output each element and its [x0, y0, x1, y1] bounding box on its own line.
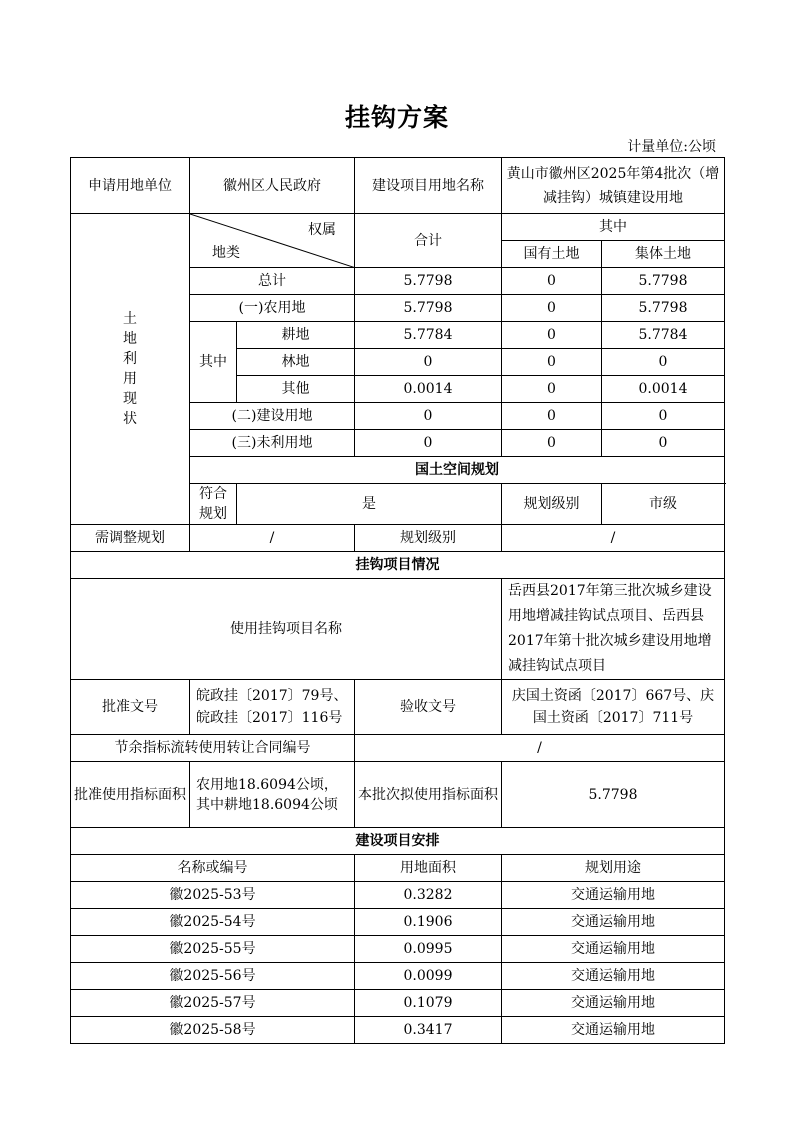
table-row [71, 990, 725, 1017]
cell-total: 0 [355, 349, 502, 376]
cell-use: 交通运输用地 [502, 963, 725, 990]
cell-name: 徽2025-54号 [71, 909, 355, 936]
header-row [71, 158, 725, 214]
applicant-label: 申请用地单位 [71, 158, 190, 214]
linked-section-title: 挂钩项目情况 [71, 552, 725, 579]
table-row [71, 963, 725, 990]
cell-collective: 0 [602, 430, 725, 457]
cell-state: 0 [502, 268, 602, 295]
table-row [71, 735, 725, 762]
conform-label: 符合规划 [190, 484, 237, 525]
cell-total: 5.7784 [355, 322, 502, 349]
table-row [71, 579, 725, 680]
cell-total: 5.7798 [355, 268, 502, 295]
contract-value: / [355, 735, 725, 762]
cell-state: 0 [502, 349, 602, 376]
cell-area: 0.1079 [355, 990, 502, 1017]
page-title: 挂钩方案 [344, 103, 449, 132]
cell-state: 0 [502, 430, 602, 457]
level-label: 规划级别 [502, 484, 602, 525]
row-label: 总计 [190, 268, 355, 295]
approved-index-value: 农用地18.6094公顷，其中耕地18.6094公顷 [190, 762, 355, 828]
contract-label: 节余指标流转使用转让合同编号 [71, 735, 355, 762]
cell-total: 5.7798 [355, 295, 502, 322]
cell-name: 徽2025-53号 [71, 882, 355, 909]
conform-value: 是 [237, 484, 502, 525]
table-row [71, 525, 725, 552]
diagonal-header-cell [190, 214, 355, 268]
unit-note: 计量单位:公顷 [627, 139, 716, 155]
section-row [71, 828, 725, 855]
approval-value: 皖政挂〔2017〕79号、皖政挂〔2017〕116号 [190, 680, 355, 735]
row-label: (三)未利用地 [190, 430, 355, 457]
cell-collective: 0.0014 [602, 376, 725, 403]
cell-state: 0 [502, 295, 602, 322]
table-row [71, 762, 725, 828]
land-status-header-row [71, 214, 725, 241]
approval-label: 批准文号 [71, 680, 190, 735]
cell-total: 0 [355, 430, 502, 457]
cell-area: 0.3282 [355, 882, 502, 909]
cell-collective: 5.7784 [602, 322, 725, 349]
this-batch-label: 本批次拟使用指标面积 [355, 762, 502, 828]
cell-name: 徽2025-57号 [71, 990, 355, 1017]
linked-project-name-value: 岳西县2017年第三批次城乡建设用地增减挂钩试点项目、岳西县2017年第十批次城乡建设用地增减挂钩试点项目 [502, 579, 725, 680]
adjust-value: / [190, 525, 355, 552]
land-status-label: 土 地 利 用 现 状 [71, 214, 190, 525]
cell-use: 交通运输用地 [502, 936, 725, 963]
cell-collective: 5.7798 [602, 295, 725, 322]
cell-collective: 0 [602, 403, 725, 430]
col-state-header: 国有土地 [502, 241, 602, 268]
cell-name: 徽2025-56号 [71, 963, 355, 990]
acceptance-value: 庆国土资函〔2017〕667号、庆国土资函〔2017〕711号 [502, 680, 725, 735]
construction-header-row [71, 855, 725, 882]
table-row [71, 909, 725, 936]
this-batch-value: 5.7798 [502, 762, 725, 828]
row-label: 林地 [237, 349, 355, 376]
col-collective-header: 集体土地 [602, 241, 725, 268]
linked-plan-table [70, 157, 725, 1044]
cell-use: 交通运输用地 [502, 882, 725, 909]
row-label: (一)农用地 [190, 295, 355, 322]
cell-area: 0.0995 [355, 936, 502, 963]
acceptance-label: 验收文号 [355, 680, 502, 735]
section-row [71, 552, 725, 579]
planning-section-title: 国土空间规划 [190, 457, 725, 484]
table-row [71, 1017, 725, 1044]
col-name-header: 名称或编号 [71, 855, 355, 882]
level-label-2: 规划级别 [355, 525, 502, 552]
cell-state: 0 [502, 322, 602, 349]
cell-area: 0.0099 [355, 963, 502, 990]
col-area-header: 用地面积 [355, 855, 502, 882]
linked-project-name-label: 使用挂钩项目名称 [71, 579, 502, 680]
row-label: (二)建设用地 [190, 403, 355, 430]
row-label: 耕地 [237, 322, 355, 349]
level-value-2: / [502, 525, 725, 552]
cell-total: 0 [355, 403, 502, 430]
cell-collective: 0 [602, 349, 725, 376]
row-label: 其他 [237, 376, 355, 403]
table-row [71, 882, 725, 909]
level-value: 市级 [602, 484, 725, 525]
diag-ownership-label: 权属 [308, 222, 336, 238]
cell-total: 0.0014 [355, 376, 502, 403]
col-of-which-header: 其中 [502, 214, 725, 241]
project-name-value: 黄山市徽州区2025年第4批次（增减挂钩）城镇建设用地 [502, 158, 725, 214]
cell-name: 徽2025-58号 [71, 1017, 355, 1044]
cell-name: 徽2025-55号 [71, 936, 355, 963]
cell-use: 交通运输用地 [502, 990, 725, 1017]
table-row [71, 936, 725, 963]
col-total-header: 合计 [355, 214, 502, 268]
cell-use: 交通运输用地 [502, 909, 725, 936]
project-name-label: 建设项目用地名称 [355, 158, 502, 214]
table-row [71, 680, 725, 735]
cell-collective: 5.7798 [602, 268, 725, 295]
cell-use: 交通运输用地 [502, 1017, 725, 1044]
cell-area: 0.3417 [355, 1017, 502, 1044]
diag-landtype-label: 地类 [212, 245, 240, 261]
cell-area: 0.1906 [355, 909, 502, 936]
construction-section-title: 建设项目安排 [71, 828, 725, 855]
cell-state: 0 [502, 376, 602, 403]
approved-index-label: 批准使用指标面积 [71, 762, 190, 828]
adjust-label: 需调整规划 [71, 525, 190, 552]
col-use-header: 规划用途 [502, 855, 725, 882]
of-which-label: 其中 [190, 322, 237, 403]
cell-state: 0 [502, 403, 602, 430]
applicant-value: 徽州区人民政府 [190, 158, 355, 214]
